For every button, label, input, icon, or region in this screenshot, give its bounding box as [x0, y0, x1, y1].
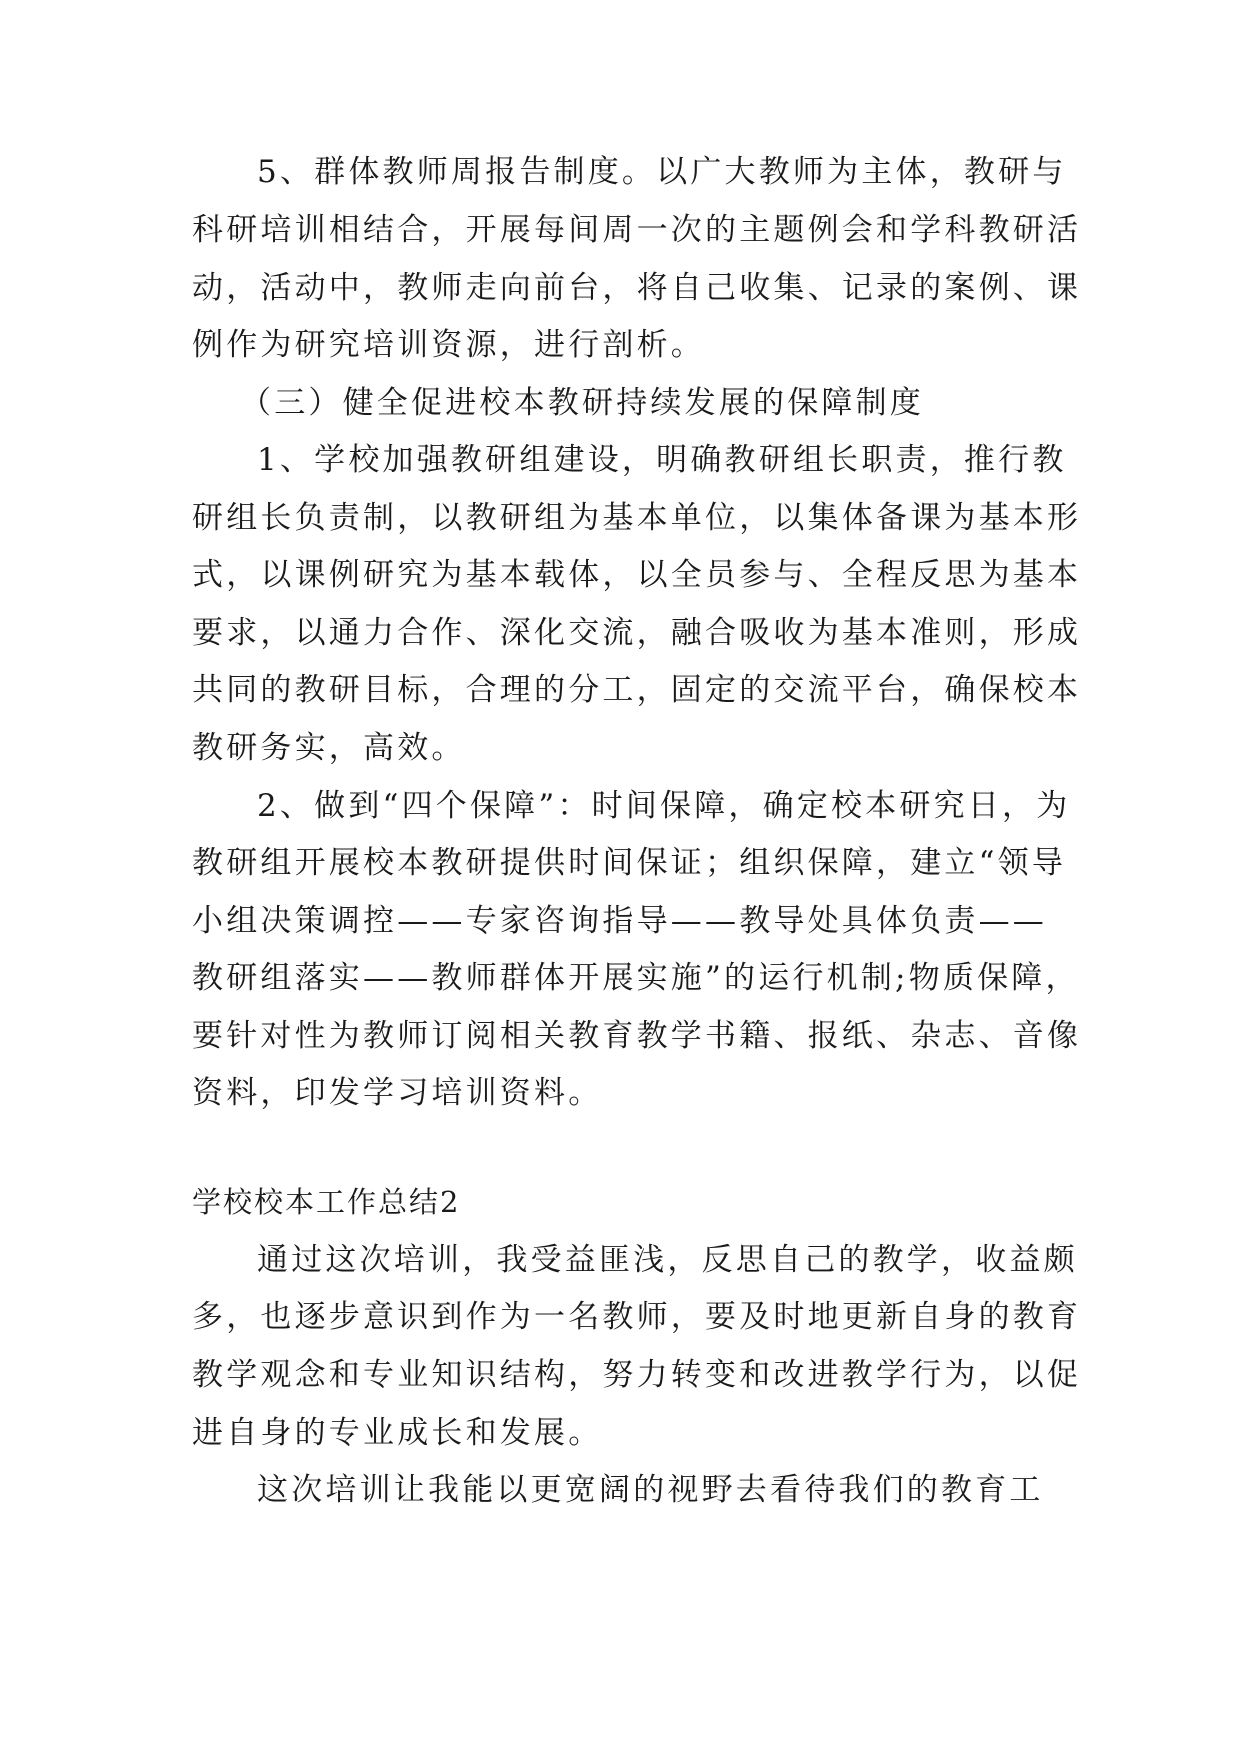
paragraph-5-line-4: 例作为研究培训资源，进行剖析。 [192, 327, 705, 363]
paragraph-2-line-5: 要针对性为教师订阅相关教育教学书籍、报纸、杂志、音像 [192, 1018, 1082, 1054]
paragraph-2-line-4: 教研组落实——教师群体开展实施”的运行机制;物质保障， [192, 960, 1080, 996]
paragraph-2-line-1: 2、做到“四个保障”：时间保障，确定校本研究日，为 [257, 788, 1071, 824]
paragraph-3-line-3: 教学观念和专业知识结构，努力转变和改进教学行为，以促 [192, 1357, 1082, 1393]
paragraph-3-line-2: 多，也逐步意识到作为一名教师，要及时地更新自身的教育 [192, 1299, 1082, 1335]
section-title: 学校校本工作总结2 [192, 1185, 461, 1219]
paragraph-1-line-5: 共同的教研目标，合理的分工，固定的交流平台，确保校本 [192, 672, 1082, 708]
paragraph-1-line-1: 1、学校加强教研组建设，明确教研组长职责，推行教 [257, 442, 1067, 478]
paragraph-5-line-2: 科研培训相结合，开展每间周一次的主题例会和学科教研活 [192, 212, 1082, 248]
paragraph-1-line-3: 式，以课例研究为基本载体，以全员参与、全程反思为基本 [192, 557, 1082, 593]
section-heading-three: （三）健全促进校本教研持续发展的保障制度 [240, 385, 924, 421]
paragraph-1-line-4: 要求，以通力合作、深化交流，融合吸收为基本准则，形成 [192, 615, 1082, 651]
paragraph-5-line-1: 5、群体教师周报告制度。以广大教师为主体，教研与 [257, 154, 1067, 190]
paragraph-2-line-6: 资料，印发学习培训资料。 [192, 1075, 603, 1111]
paragraph-1-line-2: 研组长负责制，以教研组为基本单位，以集体备课为基本形 [192, 500, 1082, 536]
paragraph-2-line-3: 小组决策调控——专家咨询指导——教导处具体负责—— [192, 903, 1047, 939]
paragraph-3-line-1: 通过这次培训，我受益匪浅，反思自己的教学，收益颇 [257, 1242, 1078, 1278]
paragraph-3-line-4: 进自身的专业成长和发展。 [192, 1415, 603, 1451]
paragraph-5-line-3: 动，活动中，教师走向前台，将自己收集、记录的案例、课 [192, 270, 1082, 306]
paragraph-1-line-6: 教研务实，高效。 [192, 730, 466, 766]
paragraph-2-line-2: 教研组开展校本教研提供时间保证；组织保障，建立“领导 [192, 845, 1067, 881]
paragraph-4-line-1: 这次培训让我能以更宽阔的视野去看待我们的教育工 [257, 1472, 1044, 1508]
